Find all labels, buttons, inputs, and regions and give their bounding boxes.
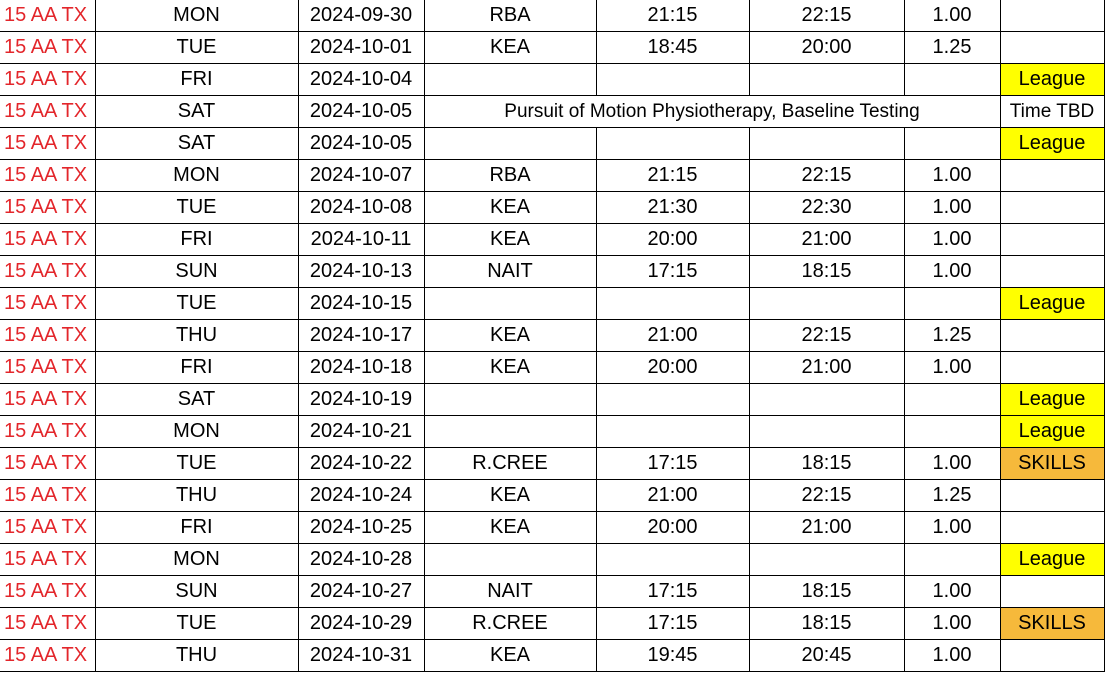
start-time-cell[interactable]: 21:15 — [596, 0, 749, 32]
end-time-cell[interactable] — [749, 416, 904, 448]
team-cell[interactable]: 15 AA TX — [0, 224, 95, 256]
note-cell[interactable]: League — [1000, 544, 1104, 576]
day-cell[interactable]: FRI — [95, 512, 298, 544]
note-cell[interactable]: League — [1000, 288, 1104, 320]
team-cell[interactable]: 15 AA TX — [0, 256, 95, 288]
table-row — [0, 416, 1104, 448]
end-time-cell[interactable]: 22:15 — [749, 0, 904, 32]
hours-cell[interactable]: 1.00 — [904, 608, 1000, 640]
hours-cell[interactable] — [904, 544, 1000, 576]
end-time-cell[interactable]: 22:30 — [749, 192, 904, 224]
note-cell[interactable] — [1000, 32, 1104, 64]
table-row — [0, 352, 1104, 384]
start-time-cell[interactable]: 18:45 — [596, 32, 749, 64]
team-cell[interactable]: 15 AA TX — [0, 64, 95, 96]
start-time-cell[interactable] — [596, 288, 749, 320]
date-cell[interactable]: 2024-10-15 — [298, 288, 424, 320]
end-time-cell[interactable]: 21:00 — [749, 512, 904, 544]
table-row — [0, 192, 1104, 224]
hours-cell[interactable]: 1.00 — [904, 160, 1000, 192]
date-cell[interactable]: 2024-09-30 — [298, 0, 424, 32]
hours-cell[interactable]: 1.00 — [904, 256, 1000, 288]
note-cell[interactable]: SKILLS — [1000, 608, 1104, 640]
date-cell[interactable]: 2024-10-24 — [298, 480, 424, 512]
team-cell[interactable]: 15 AA TX — [0, 544, 95, 576]
note-cell[interactable] — [1000, 640, 1104, 672]
location-cell[interactable]: RBA — [424, 160, 596, 192]
day-cell[interactable]: THU — [95, 320, 298, 352]
start-time-cell[interactable]: 17:15 — [596, 256, 749, 288]
day-cell[interactable]: FRI — [95, 64, 298, 96]
end-time-cell[interactable]: 22:15 — [749, 160, 904, 192]
end-time-cell[interactable] — [749, 288, 904, 320]
table-row — [0, 512, 1104, 544]
end-time-cell[interactable]: 20:00 — [749, 32, 904, 64]
table-row — [0, 608, 1104, 640]
date-cell[interactable]: 2024-10-28 — [298, 544, 424, 576]
date-cell[interactable]: 2024-10-04 — [298, 64, 424, 96]
location-cell[interactable]: KEA — [424, 320, 596, 352]
note-cell[interactable] — [1000, 576, 1104, 608]
table-row — [0, 576, 1104, 608]
hours-cell[interactable] — [904, 128, 1000, 160]
team-cell[interactable]: 15 AA TX — [0, 608, 95, 640]
end-time-cell[interactable]: 18:15 — [749, 256, 904, 288]
note-cell[interactable]: SKILLS — [1000, 448, 1104, 480]
location-cell[interactable]: KEA — [424, 352, 596, 384]
day-cell[interactable]: TUE — [95, 192, 298, 224]
date-cell[interactable]: 2024-10-27 — [298, 576, 424, 608]
start-time-cell[interactable]: 17:15 — [596, 448, 749, 480]
day-cell[interactable]: THU — [95, 480, 298, 512]
location-cell[interactable]: KEA — [424, 512, 596, 544]
day-cell[interactable]: TUE — [95, 608, 298, 640]
date-cell[interactable]: 2024-10-11 — [298, 224, 424, 256]
merged-description-cell[interactable]: Pursuit of Motion Physiotherapy, Baseline Testing — [424, 96, 1000, 128]
hours-cell[interactable]: 1.00 — [904, 448, 1000, 480]
team-cell[interactable]: 15 AA TX — [0, 480, 95, 512]
table-row — [0, 288, 1104, 320]
day-cell[interactable]: TUE — [95, 288, 298, 320]
note-cell[interactable] — [1000, 0, 1104, 32]
hours-cell[interactable]: 1.00 — [904, 576, 1000, 608]
date-cell[interactable]: 2024-10-19 — [298, 384, 424, 416]
day-cell[interactable]: SAT — [95, 96, 298, 128]
team-cell[interactable]: 15 AA TX — [0, 160, 95, 192]
date-cell[interactable]: 2024-10-22 — [298, 448, 424, 480]
hours-cell[interactable]: 1.25 — [904, 32, 1000, 64]
hours-cell[interactable]: 1.00 — [904, 352, 1000, 384]
note-cell[interactable] — [1000, 192, 1104, 224]
location-cell[interactable]: NAIT — [424, 576, 596, 608]
note-cell[interactable] — [1000, 160, 1104, 192]
table-row — [0, 640, 1104, 672]
start-time-cell[interactable] — [596, 384, 749, 416]
start-time-cell[interactable]: 21:15 — [596, 160, 749, 192]
location-cell[interactable]: KEA — [424, 192, 596, 224]
location-cell[interactable]: KEA — [424, 32, 596, 64]
hours-cell[interactable]: 1.25 — [904, 480, 1000, 512]
day-cell[interactable]: FRI — [95, 352, 298, 384]
table-row — [0, 448, 1104, 480]
end-time-cell[interactable]: 21:00 — [749, 352, 904, 384]
note-cell[interactable] — [1000, 320, 1104, 352]
note-cell[interactable]: League — [1000, 384, 1104, 416]
team-cell[interactable]: 15 AA TX — [0, 512, 95, 544]
day-cell[interactable]: SUN — [95, 256, 298, 288]
location-cell[interactable]: R.CREE — [424, 448, 596, 480]
team-cell[interactable]: 15 AA TX — [0, 128, 95, 160]
team-cell[interactable]: 15 AA TX — [0, 352, 95, 384]
date-cell[interactable]: 2024-10-07 — [298, 160, 424, 192]
start-time-cell[interactable]: 21:00 — [596, 480, 749, 512]
end-time-cell[interactable]: 20:45 — [749, 640, 904, 672]
day-cell[interactable]: MON — [95, 0, 298, 32]
hours-cell[interactable]: 1.25 — [904, 320, 1000, 352]
date-cell[interactable]: 2024-10-31 — [298, 640, 424, 672]
end-time-cell[interactable]: 18:15 — [749, 448, 904, 480]
location-cell[interactable] — [424, 384, 596, 416]
note-cell[interactable] — [1000, 480, 1104, 512]
start-time-cell[interactable]: 21:00 — [596, 320, 749, 352]
hours-cell[interactable]: 1.00 — [904, 512, 1000, 544]
end-time-cell[interactable]: 18:15 — [749, 608, 904, 640]
date-cell[interactable]: 2024-10-18 — [298, 352, 424, 384]
day-cell[interactable]: SAT — [95, 128, 298, 160]
day-cell[interactable]: THU — [95, 640, 298, 672]
location-cell[interactable]: KEA — [424, 224, 596, 256]
note-cell[interactable] — [1000, 256, 1104, 288]
team-cell[interactable]: 15 AA TX — [0, 640, 95, 672]
location-cell[interactable] — [424, 288, 596, 320]
location-cell[interactable]: R.CREE — [424, 608, 596, 640]
date-cell[interactable]: 2024-10-29 — [298, 608, 424, 640]
table-row — [0, 64, 1104, 96]
team-cell[interactable]: 15 AA TX — [0, 0, 95, 32]
team-cell[interactable]: 15 AA TX — [0, 32, 95, 64]
team-cell[interactable]: 15 AA TX — [0, 448, 95, 480]
table-row — [0, 32, 1104, 64]
start-time-cell[interactable]: 20:00 — [596, 512, 749, 544]
location-cell[interactable]: KEA — [424, 480, 596, 512]
table-row — [0, 256, 1104, 288]
table-row — [0, 224, 1104, 256]
hours-cell[interactable] — [904, 288, 1000, 320]
start-time-cell[interactable]: 21:30 — [596, 192, 749, 224]
team-cell[interactable]: 15 AA TX — [0, 416, 95, 448]
hours-cell[interactable]: 1.00 — [904, 192, 1000, 224]
day-cell[interactable]: TUE — [95, 32, 298, 64]
day-cell[interactable]: MON — [95, 160, 298, 192]
team-cell[interactable]: 15 AA TX — [0, 384, 95, 416]
team-cell[interactable]: 15 AA TX — [0, 192, 95, 224]
end-time-cell[interactable]: 21:00 — [749, 224, 904, 256]
end-time-cell[interactable] — [749, 544, 904, 576]
day-cell[interactable]: MON — [95, 416, 298, 448]
day-cell[interactable]: TUE — [95, 448, 298, 480]
start-time-cell[interactable] — [596, 544, 749, 576]
start-time-cell[interactable] — [596, 128, 749, 160]
note-cell[interactable] — [1000, 352, 1104, 384]
note-cell[interactable]: Time TBD — [1000, 96, 1104, 128]
end-time-cell[interactable]: 22:15 — [749, 480, 904, 512]
location-cell[interactable] — [424, 416, 596, 448]
hours-cell[interactable] — [904, 64, 1000, 96]
end-time-cell[interactable]: 22:15 — [749, 320, 904, 352]
team-cell[interactable]: 15 AA TX — [0, 96, 95, 128]
table-row — [0, 320, 1104, 352]
note-cell[interactable]: League — [1000, 64, 1104, 96]
note-cell[interactable]: League — [1000, 128, 1104, 160]
hours-cell[interactable]: 1.00 — [904, 224, 1000, 256]
day-cell[interactable]: FRI — [95, 224, 298, 256]
start-time-cell[interactable]: 20:00 — [596, 352, 749, 384]
start-time-cell[interactable] — [596, 416, 749, 448]
table-row — [0, 96, 1104, 128]
start-time-cell[interactable]: 17:15 — [596, 608, 749, 640]
day-cell[interactable]: SAT — [95, 384, 298, 416]
location-cell[interactable] — [424, 544, 596, 576]
location-cell[interactable]: RBA — [424, 0, 596, 32]
team-cell[interactable]: 15 AA TX — [0, 320, 95, 352]
table-row — [0, 384, 1104, 416]
date-cell[interactable]: 2024-10-13 — [298, 256, 424, 288]
hours-cell[interactable] — [904, 416, 1000, 448]
start-time-cell[interactable] — [596, 64, 749, 96]
start-time-cell[interactable]: 17:15 — [596, 576, 749, 608]
day-cell[interactable]: MON — [95, 544, 298, 576]
table-row — [0, 0, 1104, 32]
date-cell[interactable]: 2024-10-17 — [298, 320, 424, 352]
hours-cell[interactable] — [904, 384, 1000, 416]
end-time-cell[interactable] — [749, 64, 904, 96]
end-time-cell[interactable] — [749, 128, 904, 160]
date-cell[interactable]: 2024-10-21 — [298, 416, 424, 448]
table-row — [0, 480, 1104, 512]
start-time-cell[interactable]: 19:45 — [596, 640, 749, 672]
end-time-cell[interactable] — [749, 384, 904, 416]
date-cell[interactable]: 2024-10-05 — [298, 96, 424, 128]
note-cell[interactable] — [1000, 512, 1104, 544]
location-cell[interactable]: NAIT — [424, 256, 596, 288]
table-row — [0, 544, 1104, 576]
start-time-cell[interactable]: 20:00 — [596, 224, 749, 256]
hours-cell[interactable]: 1.00 — [904, 640, 1000, 672]
note-cell[interactable]: League — [1000, 416, 1104, 448]
table-row — [0, 128, 1104, 160]
team-cell[interactable]: 15 AA TX — [0, 288, 95, 320]
date-cell[interactable]: 2024-10-25 — [298, 512, 424, 544]
day-cell[interactable]: SUN — [95, 576, 298, 608]
location-cell[interactable]: KEA — [424, 640, 596, 672]
location-cell[interactable] — [424, 128, 596, 160]
end-time-cell[interactable]: 18:15 — [749, 576, 904, 608]
date-cell[interactable]: 2024-10-05 — [298, 128, 424, 160]
team-cell[interactable]: 15 AA TX — [0, 576, 95, 608]
table-row — [0, 160, 1104, 192]
location-cell[interactable] — [424, 64, 596, 96]
hours-cell[interactable]: 1.00 — [904, 0, 1000, 32]
note-cell[interactable] — [1000, 224, 1104, 256]
date-cell[interactable]: 2024-10-08 — [298, 192, 424, 224]
date-cell[interactable]: 2024-10-01 — [298, 32, 424, 64]
